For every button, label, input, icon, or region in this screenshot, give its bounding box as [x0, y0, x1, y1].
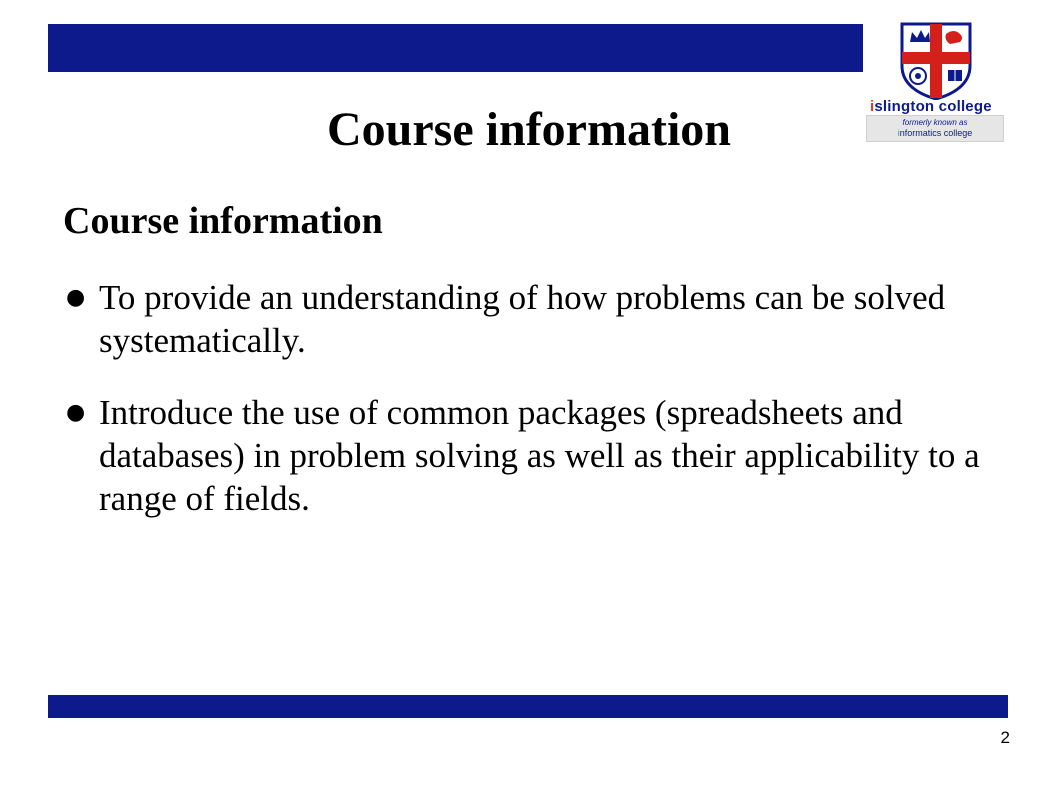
college-shield-icon — [864, 20, 1009, 100]
bullet-text: Introduce the use of common packages (spreadsheets and databases) in problem solving as well as their applicability to a range of fields. — [99, 393, 980, 518]
bullet-text: To provide an understanding of how problems can be solved systematically. — [99, 278, 946, 360]
bottom-footer-bar — [48, 695, 1008, 718]
logo-former-accent: i — [897, 128, 900, 138]
bullet-dot-icon: ● — [66, 285, 86, 310]
logo-tagline: formerly known as — [902, 118, 968, 127]
slide-title: Course information — [327, 103, 731, 156]
bullet-item — [64, 391, 1009, 520]
logo-brand-accent: i — [870, 98, 875, 115]
logo-former-rest: nformatics college — [899, 128, 973, 138]
bullet-list — [64, 276, 1009, 549]
top-header-bar — [48, 24, 863, 72]
bullet-item — [64, 276, 1009, 362]
slide-subtitle: Course information — [63, 200, 383, 242]
page-number: 2 — [1000, 728, 1010, 747]
bullet-dot-icon: ● — [66, 400, 86, 425]
logo-brand-rest: slington college — [874, 98, 992, 115]
